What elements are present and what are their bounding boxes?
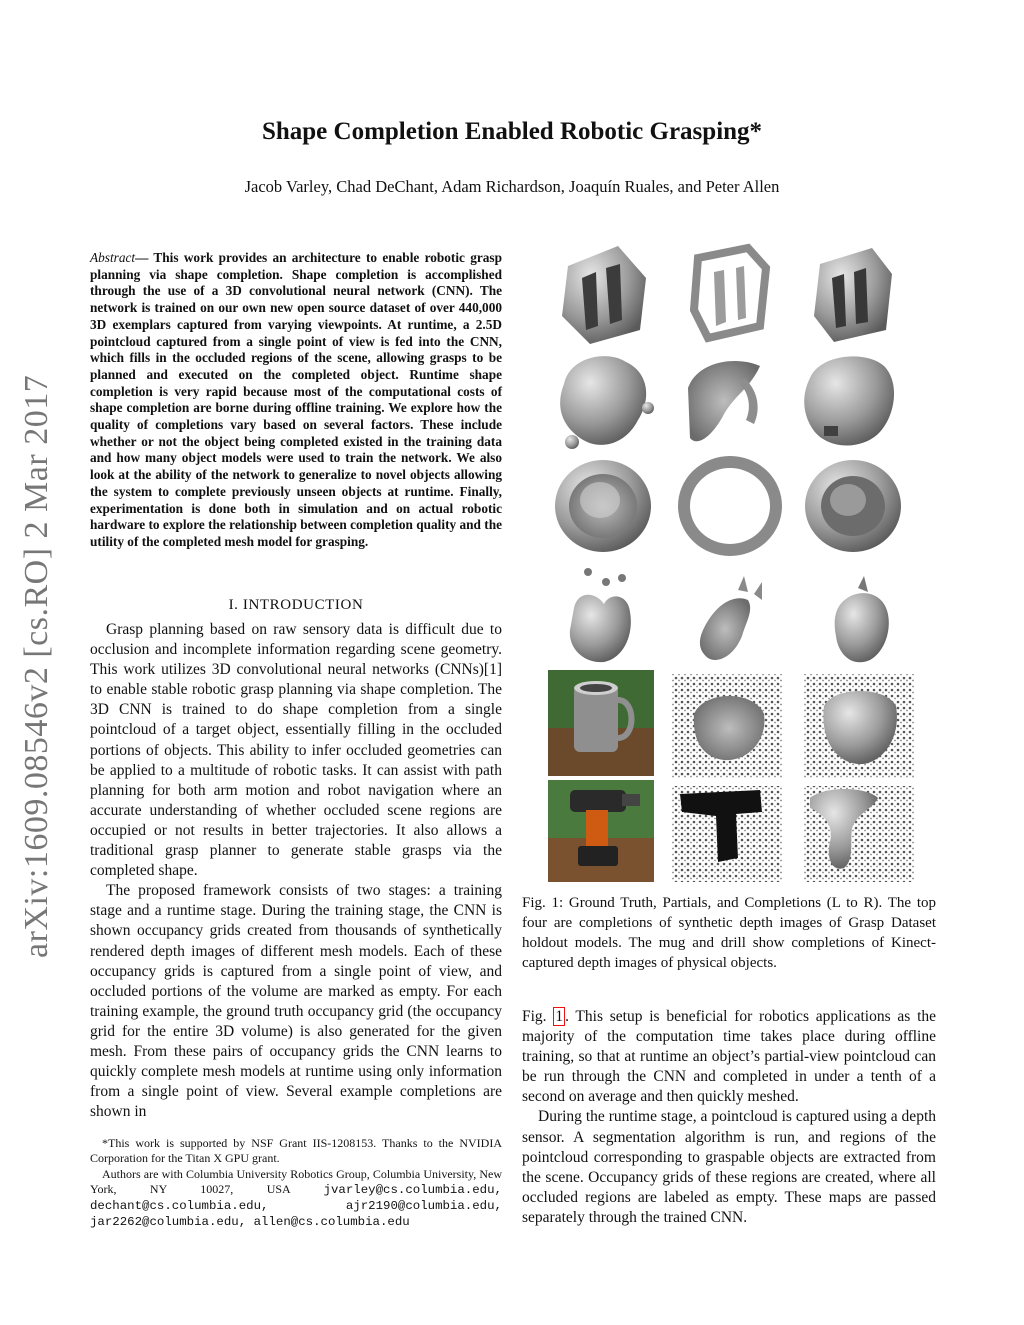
author-emails: jvarley@cs.columbia.edu, dechant@cs.columbia.edu, ajr2190@columbia.edu, jar2262@columbia.edu, allen@cs.columbia.edu — [90, 1182, 502, 1230]
box-ground-truth — [562, 246, 646, 344]
author-list: Jacob Varley, Chad DeChant, Adam Richardson, Joaquín Ruales, and Peter Allen — [244, 177, 780, 196]
arxiv-side-label: arXiv:1609.08546v2 [cs.RO] 2 Mar 2017 — [18, 374, 55, 958]
right-paragraph-1-text: . This setup is beneficial for robotics applications as the majority of the computation time takes place during offline training, so that at runtime an object’s partial-view pointcloud can be run through the CNN and completed in under a tenth of a second on average and then quickly meshed. — [522, 1008, 937, 1106]
right-column-text — [522, 1007, 936, 1228]
footnote — [90, 1136, 502, 1231]
blob-ground-truth — [560, 356, 646, 445]
figure-1-image-grid — [548, 238, 938, 886]
right-paragraph-2: During the runtime stage, a pointcloud is captured using a depth sensor. A segmentation algorithm is run, and regions of the pointcloud corresponding to graspable objects are extracted from the scene. Occupancy grids of these regions are created, where all occluded regions are labeled as empty. These maps are passed separately through the trained CNN. — [522, 1108, 936, 1226]
section-heading-introduction: I. INTRODUCTION — [228, 597, 364, 613]
figure-1-reference-link[interactable]: 1 — [555, 1008, 564, 1025]
footnote-support: *This work is supported by NSF Grant IIS-1208153. Thanks to the NVIDIA Corporation for the Titan X GPU grant. — [90, 1136, 502, 1166]
row-4-figure — [570, 568, 889, 662]
right-paragraph-1 — [522, 1007, 936, 1107]
introduction-text — [90, 620, 502, 1122]
figure-ground-truth — [570, 595, 631, 662]
figure-completion — [835, 593, 889, 662]
figure-1-caption — [522, 893, 936, 973]
intro-paragraph-1: Grasp planning based on raw sensory data is difficult due to occlusion and incomplete information regarding scene geometry. This work utilizes 3D convolutional neural networks (CNNs)[1] to enable stable robotic grasp planning via shape completion. The 3D CNN is trained to do shape completion from a single pointcloud of a target object, essentially filling in the occluded portions of objects. This ability to infer occluded geometries can be applied to a multitude of robotic tasks. It can assist with path planning for both arm motion and robot navigation where an accurate understanding of whether occluded scene regions are occupied or not results in better trajectories. It also allows a traditional grasp planner to generate stable grasps via the completed shape. — [90, 621, 502, 880]
intro-paragraph-2: The proposed framework consists of two stages: a training stage and a runtime stage. During the training stage, the CNN is shown occupancy grids created from thousands of synthetically rendered depth images of different mesh models. Each of these occupancy grids is captured from a single point of view, and occluded portions of the volume are marked as empty. For each training example, the ground truth occupancy grid (the occupancy grid for the entire 3D volume) is also generated for the given mesh. From these pairs of occupancy grids the CNN learns to quickly complete mesh models at runtime using only information from a single point of view. Several example completions are shown in — [90, 882, 502, 1121]
row-1-box — [562, 246, 892, 344]
abstract-label: Abstract — [90, 250, 136, 265]
blob-completion — [804, 356, 894, 445]
figure-partial — [700, 598, 750, 660]
abstract-text: — This work provides an architecture to enable robotic grasp planning via shape completion. Shape completion is accomplished through the use of a 3D convolutional neural network (CNN). The network is trained on our own new open source dataset of over 440,000 3D exemplars captured from varying viewpoints. At runtime, a 2.5D pointcloud captured from a single point of view is fed into the CNN, which fills in the occluded regions of the scene, allowing grasps to be planned and executed on the completed object. Runtime shape completion is very rapid because most of the computational costs of shape completion are borne during offline training. We explore how the quality of completions vary based on several factors. These include whether or not the object being completed existed in the training data and how many object models were used to train the network. We also look at the ability of the network to generalize to novel objects allowing the system to complete previously unseen objects at runtime. Finally, experimentation is done both in simulation and on actual robotic hardware to explore the relationship between completion quality and the utility of the completed mesh model for grasping. — [90, 250, 502, 549]
figure-1 — [548, 238, 938, 886]
box-completion — [814, 248, 892, 342]
abstract — [90, 250, 502, 551]
fig-word: Fig. — [522, 1008, 547, 1025]
box-partial — [694, 248, 766, 338]
caption-text: Fig. 1: Ground Truth, Partials, and Completions (L to R). The top four are completions of synthetic depth images of Grasp Dataset holdout models. The mug and drill show completions of Kinect-captured depth images of physical objects. — [522, 895, 936, 971]
affiliation-text: Authors are with Columbia University Robotics Group, Columbia University, New York, NY 10027, USA — [90, 1166, 502, 1196]
footnote-affiliation — [90, 1167, 502, 1231]
row-2-blob — [560, 356, 894, 449]
row-3-bowl — [555, 460, 901, 552]
row-6-drill — [548, 780, 914, 882]
row-5-mug — [548, 670, 914, 778]
paper-title: Shape Completion Enabled Robotic Grasping* — [261, 118, 763, 145]
